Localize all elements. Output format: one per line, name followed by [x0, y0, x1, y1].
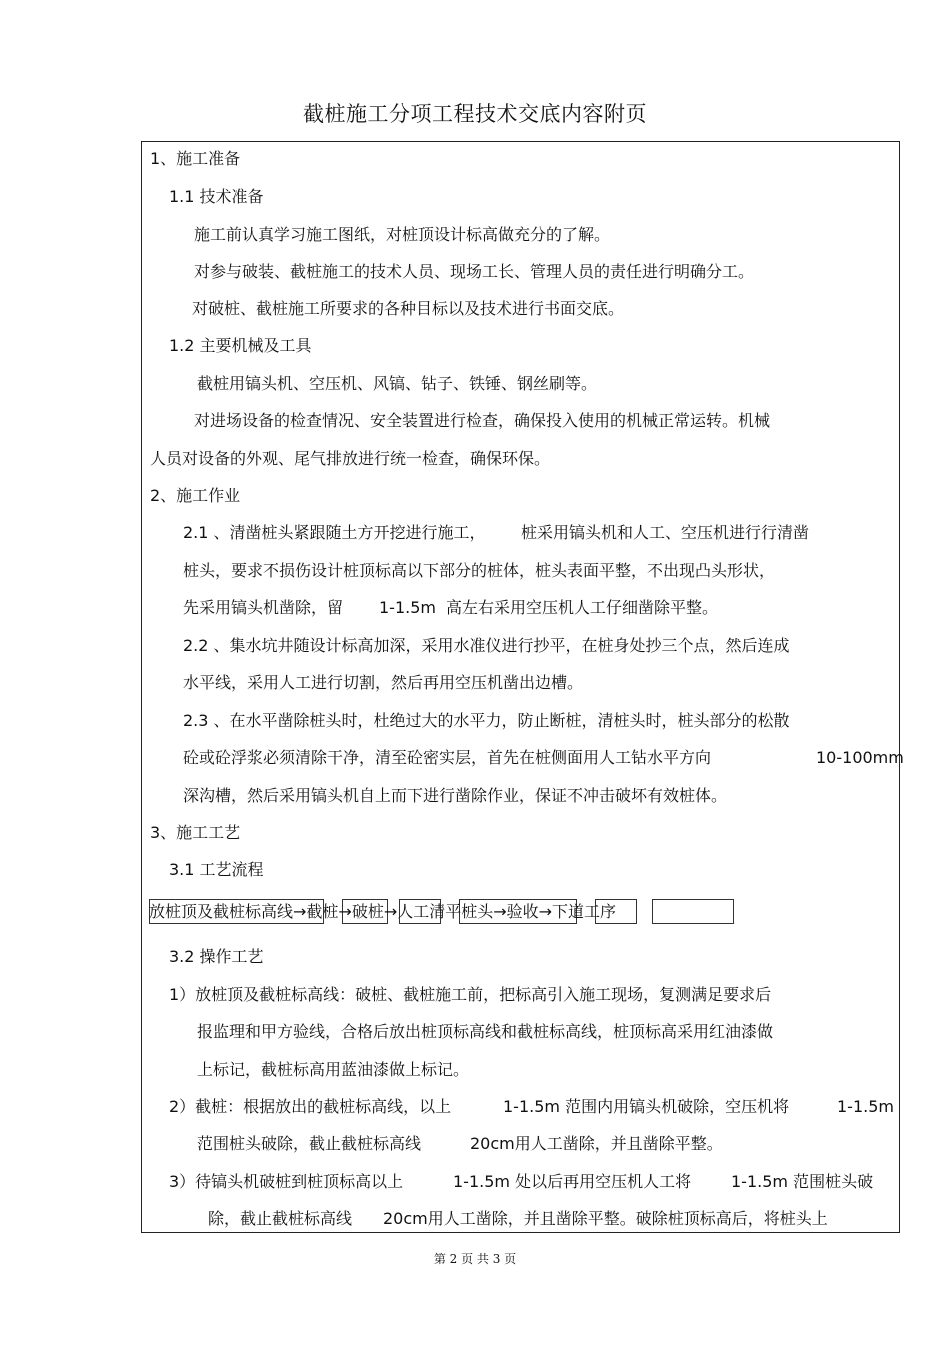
paragraph: 水平线，采用人工进行切割，然后再用空压机凿出边槽。 — [183, 673, 584, 692]
heading-1-2: 1.2 主要机械及工具 — [169, 336, 312, 355]
paragraph: 报监理和甲方验线，合格后放出桩顶标高线和截桩标高线，桩顶标高采用红油漆做 — [197, 1022, 774, 1041]
paragraph: 深沟槽，然后采用镐头机自上而下进行凿除作业，保证不冲击破坏有效桩体。 — [183, 786, 728, 805]
paragraph: 1-1.5m — [837, 1097, 894, 1116]
flow-text: 放桩顶及截桩标高线→截桩→破桩→人工清平桩头→验收→下道工序 — [149, 902, 617, 921]
paragraph: 对进场设备的检查情况、安全装置进行检查，确保投入使用的机械正常运转。机械 — [194, 411, 771, 430]
document-title: 截桩施工分项工程技术交底内容附页 — [303, 102, 647, 126]
heading-1: 1、施工准备 — [150, 149, 241, 168]
paragraph: 2.1 、清凿桩头紧跟随土方开挖进行施工， — [183, 523, 486, 542]
paragraph: 1）放桩顶及截桩标高线：破桩、截桩施工前，把标高引入施工现场，复测满足要求后 — [169, 985, 772, 1004]
paragraph: 施工前认真学习施工图纸，对桩顶设计标高做充分的了解。 — [194, 225, 611, 244]
flow-box — [652, 899, 734, 924]
paragraph: 范围桩头破除，截止截桩标高线 — [197, 1134, 422, 1153]
paragraph: 上标记，截桩标高用蓝油漆做上标记。 — [197, 1060, 470, 1079]
heading-3: 3、施工工艺 — [150, 823, 241, 842]
paragraph: 除，截止截桩标高线 — [208, 1209, 353, 1228]
paragraph: 截桩用镐头机、空压机、风镐、钻子、铁锤、钢丝刷等。 — [197, 374, 598, 393]
heading-3-1: 3.1 工艺流程 — [169, 860, 264, 879]
heading-1-1: 1.1 技术准备 — [169, 187, 264, 206]
paragraph: 砼或砼浮浆必须清除干净，清至砼密实层，首先在桩侧面用人工钻水平方向 — [183, 748, 712, 767]
paragraph: 对破桩、截桩施工所要求的各种目标以及技术进行书面交底。 — [192, 299, 625, 318]
paragraph: 1-1.5m — [379, 598, 436, 617]
paragraph: 10-100mm — [816, 748, 904, 767]
paragraph: 桩采用镐头机和人工、空压机进行行清凿 — [521, 523, 810, 542]
page-footer: 第 2 页 共 3 页 — [433, 1252, 517, 1266]
paragraph: 高左右采用空压机人工仔细凿除平整。 — [446, 598, 719, 617]
paragraph: 2.3 、在水平凿除桩头时，杜绝过大的水平力，防止断桩，清桩头时，桩头部分的松散 — [183, 711, 790, 730]
paragraph: 20cm用人工凿除，并且凿除平整。 — [470, 1134, 723, 1153]
paragraph: 3）待镐头机破桩到桩顶标高以上 — [169, 1172, 404, 1191]
paragraph: 2）截桩：根据放出的截桩标高线，以上 — [169, 1097, 452, 1116]
paragraph: 对参与破装、截桩施工的技术人员、现场工长、管理人员的责任进行明确分工。 — [194, 262, 755, 281]
paragraph: 1-1.5m 范围内用镐头机破除，空压机将 — [503, 1097, 790, 1116]
heading-2: 2、施工作业 — [150, 486, 241, 505]
paragraph: 20cm用人工凿除，并且凿除平整。破除桩顶标高后，将桩头上 — [383, 1209, 828, 1228]
paragraph: 2.2 、集水坑井随设计标高加深，采用水准仪进行抄平，在桩身处抄三个点，然后连成 — [183, 636, 790, 655]
paragraph: 先采用镐头机凿除，留 — [183, 598, 344, 617]
paragraph: 桩头，要求不损伤设计桩顶标高以下部分的桩体，桩头表面平整，不出现凸头形状， — [183, 561, 776, 580]
paragraph: 1-1.5m 范围桩头破 — [731, 1172, 874, 1191]
paragraph: 人员对设备的外观、尾气排放进行统一检查，确保环保。 — [150, 449, 551, 468]
heading-3-2: 3.2 操作工艺 — [169, 947, 264, 966]
paragraph: 1-1.5m 处以后再用空压机人工将 — [453, 1172, 692, 1191]
